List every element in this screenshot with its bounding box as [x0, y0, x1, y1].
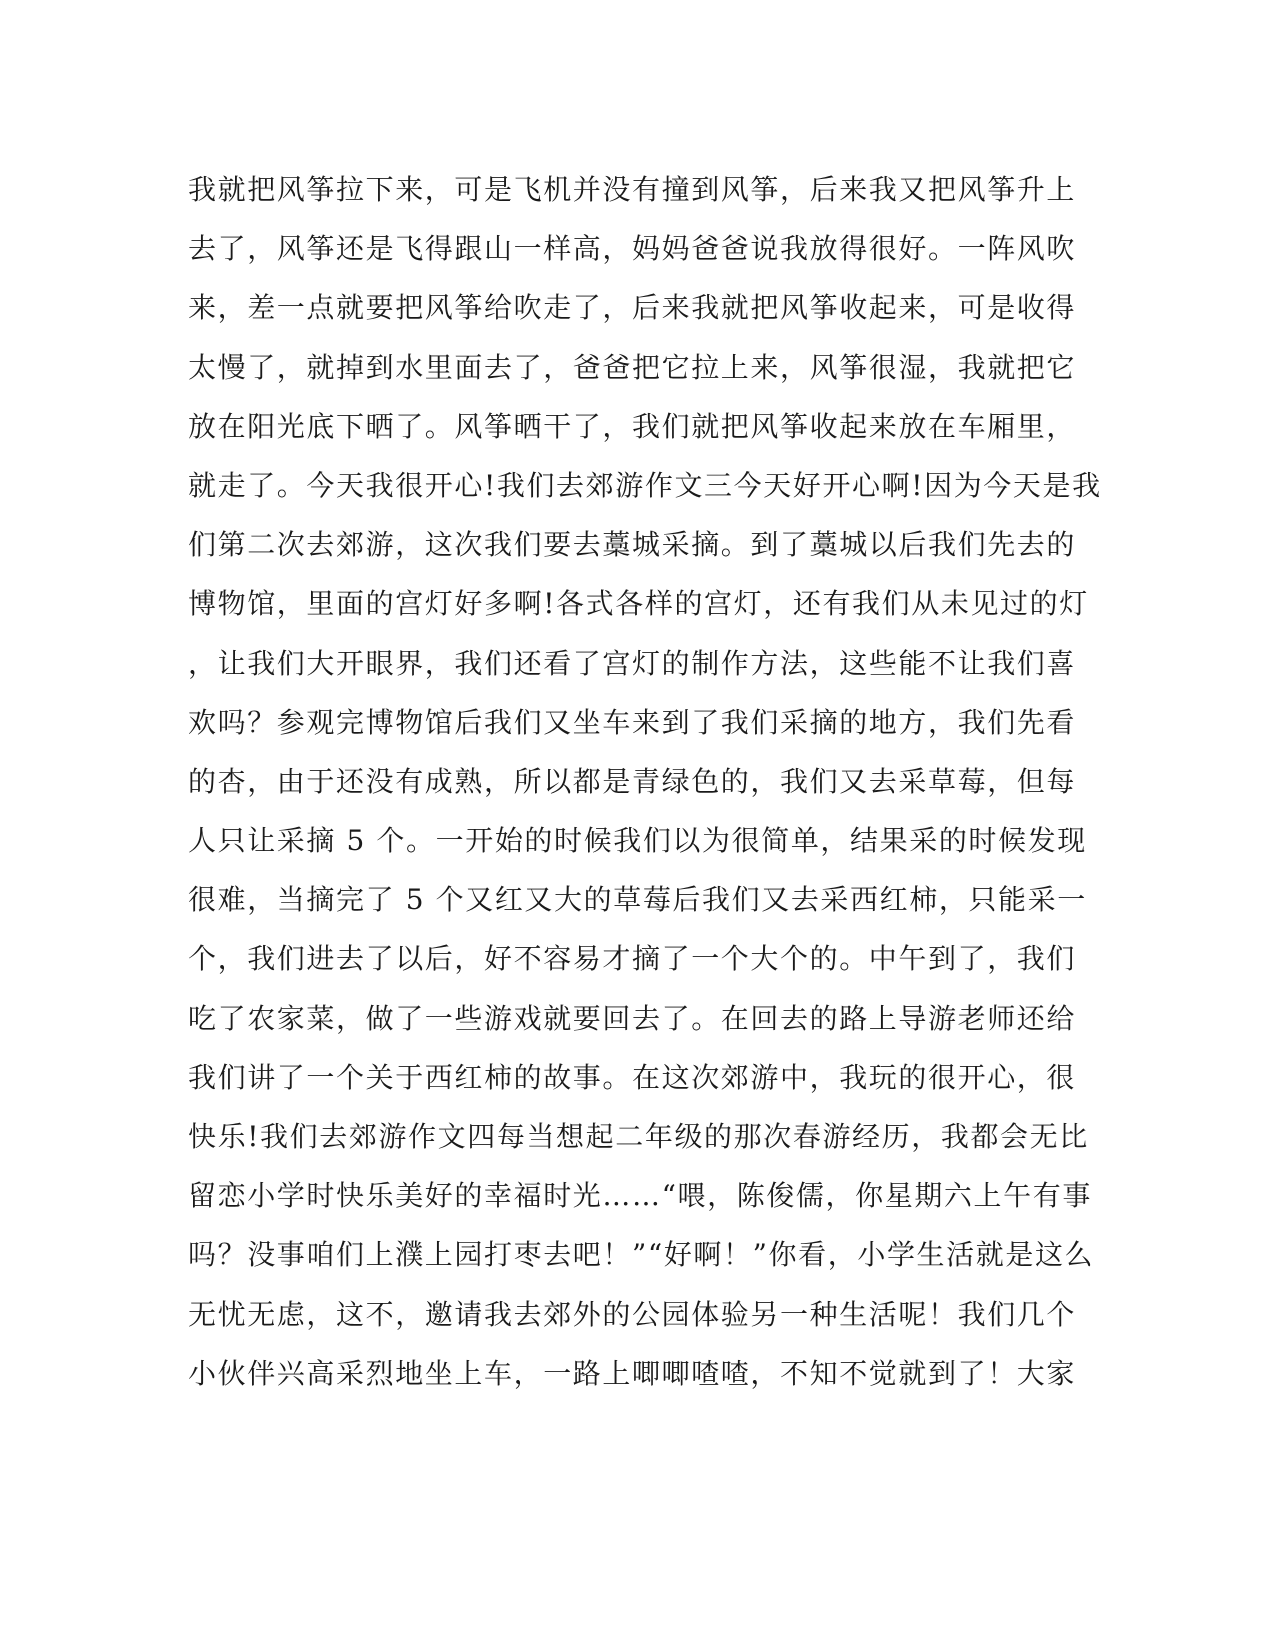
- text-line-7: 们第二次去郊游，这次我们要去藁城采摘。到了藁城以后我们先去的: [188, 528, 1077, 562]
- text-line-21: 小伙伴兴高采烈地坐上车，一路上唧唧喳喳，不知不觉就到了！大家: [188, 1356, 1077, 1390]
- text-line-15: 吃了农家菜，做了一些游戏就要回去了。在回去的路上导游老师还给: [188, 1001, 1077, 1035]
- text-line-8: 博物馆，里面的宫灯好多啊!各式各样的宫灯，还有我们从未见过的灯: [188, 587, 1089, 621]
- text-line-11: 的杏，由于还没有成熟，所以都是青绿色的，我们又去采草莓，但每: [188, 764, 1077, 798]
- text-line-6: 就走了。今天我很开心!我们去郊游作文三今天好开心啊!因为今天是我: [188, 468, 1102, 502]
- body-text: [188, 160, 1102, 1403]
- text-line-10: 欢吗？参观完博物馆后我们又坐车来到了我们采摘的地方，我们先看: [188, 705, 1077, 739]
- text-line-2: 去了，风筝还是飞得跟山一样高，妈妈爸爸说我放得很好。一阵风吹: [188, 232, 1077, 266]
- text-line-4: 太慢了，就掉到水里面去了，爸爸把它拉上来，风筝很湿，我就把它: [188, 350, 1077, 384]
- text-line-17: 快乐!我们去郊游作文四每当想起二年级的那次春游经历，我都会无比: [188, 1120, 1089, 1153]
- text-line-1: 我就把风筝拉下来，可是飞机并没有撞到风筝，后来我又把风筝升上: [188, 173, 1077, 206]
- text-line-19: 吗？没事咱们上濮上园打枣去吧！”“好啊！”你看，小学生活就是这么: [188, 1238, 1095, 1272]
- text-line-16: 我们讲了一个关于西红柿的故事。在这次郊游中，我玩的很开心，很: [188, 1060, 1077, 1094]
- text-line-9: ，让我们大开眼界，我们还看了宫灯的制作方法，这些能不让我们喜: [188, 646, 1077, 680]
- text-line-5: 放在阳光底下晒了。风筝晒干了，我们就把风筝收起来放在车厢里，: [188, 409, 1077, 443]
- text-line-3: 来，差一点就要把风筝给吹走了，后来我就把风筝收起来，可是收得: [188, 291, 1077, 325]
- text-line-13: 很难，当摘完了 5 个又红又大的草莓后我们又去采西红柿，只能采一: [188, 883, 1087, 917]
- text-line-12: 人只让采摘 5 个。一开始的时候我们以为很简单，结果采的时候发现: [188, 824, 1087, 858]
- text-line-18: 留恋小学时快乐美好的幸福时光……“喂，陈俊儒，你星期六上午有事: [188, 1179, 1092, 1213]
- text-line-14: 个，我们进去了以后，好不容易才摘了一个大个的。中午到了，我们: [188, 942, 1077, 976]
- text-line-20: 无忧无虑，这不，邀请我去郊外的公园体验另一种生活呢！我们几个: [188, 1297, 1077, 1331]
